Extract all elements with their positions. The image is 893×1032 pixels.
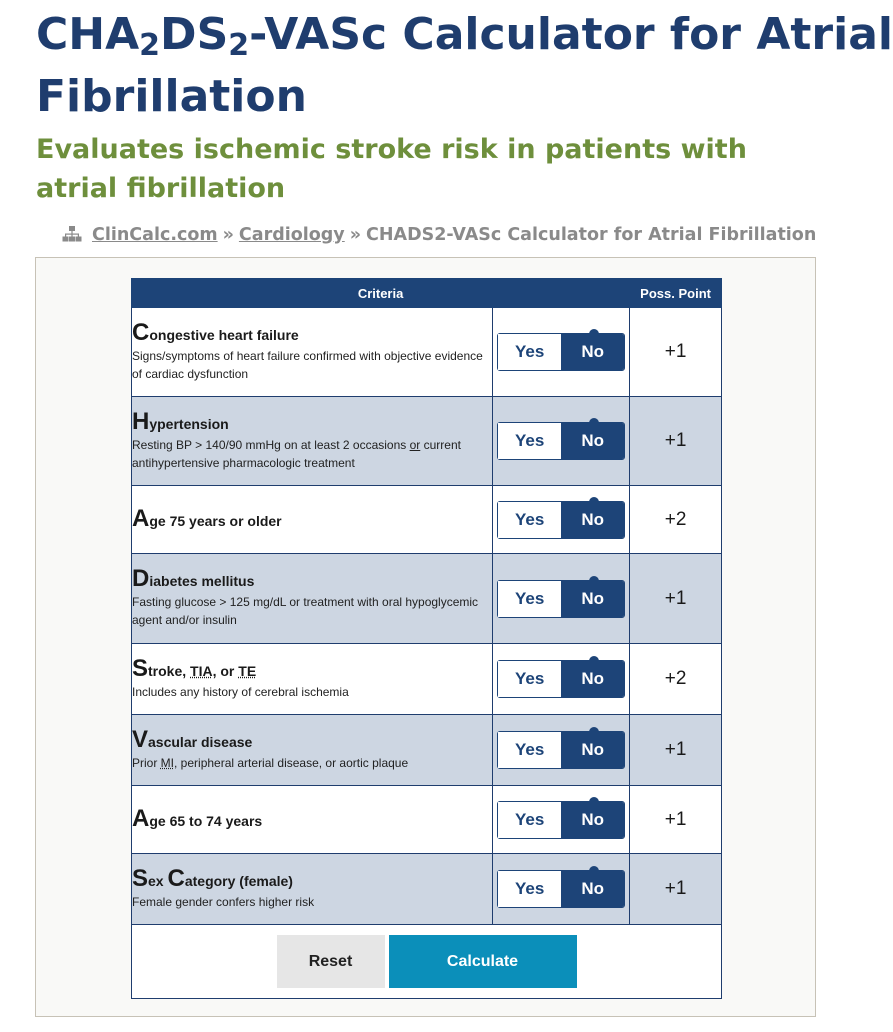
- toggle-notch: [589, 727, 599, 735]
- yes-no-toggle[interactable]: [497, 731, 625, 769]
- yes-no-toggle[interactable]: [497, 801, 625, 839]
- points-value: +1: [630, 715, 722, 786]
- criteria-title: Congestive heart failure: [132, 318, 299, 346]
- yes-option[interactable]: Yes: [498, 581, 561, 617]
- criteria-row-age-65: [132, 786, 722, 854]
- toggle-notch: [589, 497, 599, 505]
- te-abbreviation[interactable]: TE: [238, 662, 257, 679]
- criteria-description: Female gender confers higher risk: [132, 894, 315, 909]
- yes-option[interactable]: Yes: [498, 423, 561, 459]
- criteria-title: Diabetes mellitus: [132, 565, 255, 592]
- points-value: +1: [630, 854, 722, 925]
- no-option[interactable]: No: [561, 802, 624, 838]
- yes-no-toggle[interactable]: [497, 501, 625, 539]
- no-option[interactable]: No: [561, 732, 624, 768]
- criteria-row-sex: [132, 854, 722, 925]
- criteria-cell: [132, 554, 493, 644]
- calculate-button[interactable]: Calculate: [389, 935, 577, 988]
- no-option[interactable]: No: [561, 581, 624, 617]
- criteria-row-diabetes: [132, 554, 722, 644]
- criteria-title: Sex Category (female): [132, 864, 293, 892]
- points-value: +2: [630, 486, 722, 554]
- criteria-cell: [132, 715, 493, 786]
- criteria-title: Vascular disease: [132, 725, 253, 753]
- criteria-title: Age 65 to 74 years: [132, 804, 263, 832]
- breadcrumb-current: CHADS2-VASc Calculator for Atrial Fibrillation: [366, 225, 817, 245]
- yes-no-toggle[interactable]: [497, 333, 625, 371]
- yes-option[interactable]: Yes: [498, 732, 561, 768]
- sitemap-icon: [62, 226, 82, 242]
- yes-no-toggle[interactable]: [497, 422, 625, 460]
- criteria-cell: [132, 397, 493, 486]
- criteria-description: Resting BP > 140/90 mmHg on at least 2 occasions or current antihypertensive pharmacologic treatment: [132, 437, 461, 470]
- toggle-notch: [589, 797, 599, 805]
- breadcrumb-link-cardiology[interactable]: Cardiology: [238, 225, 345, 245]
- criteria-description: Fasting glucose > 125 mg/dL or treatment with oral hypoglycemic agent and/or insulin: [132, 595, 479, 627]
- points-value: +1: [630, 308, 722, 397]
- yes-option[interactable]: Yes: [498, 802, 561, 838]
- points-value: +1: [630, 786, 722, 854]
- yes-option[interactable]: Yes: [498, 502, 561, 538]
- mi-abbreviation[interactable]: MI: [160, 755, 175, 770]
- toggle-cell: [493, 786, 630, 854]
- yes-no-toggle[interactable]: [497, 870, 625, 908]
- no-option[interactable]: No: [561, 334, 624, 370]
- criteria-cell: [132, 486, 493, 554]
- toggle-notch: [589, 576, 599, 584]
- breadcrumb-separator: »: [222, 225, 234, 245]
- criteria-description: Signs/symptoms of heart failure confirmed with objective evidence of cardiac dysfunction: [132, 348, 483, 381]
- breadcrumb: [62, 222, 816, 248]
- toggle-cell: [493, 397, 630, 486]
- criteria-cell: [132, 308, 493, 397]
- toggle-notch: [589, 329, 599, 337]
- no-option[interactable]: No: [561, 661, 624, 697]
- criteria-description: Includes any history of cerebral ischemia: [132, 684, 349, 699]
- points-value: +2: [630, 644, 722, 715]
- reset-button[interactable]: Reset: [277, 935, 385, 988]
- toggle-notch: [589, 866, 599, 874]
- criteria-cell: [132, 644, 493, 715]
- criteria-title: Age 75 years or older: [132, 504, 282, 532]
- toggle-cell: [493, 644, 630, 715]
- breadcrumb-separator: »: [349, 225, 362, 245]
- criteria-row-stroke: [132, 644, 722, 715]
- toggle-cell: [493, 308, 630, 397]
- table-header-row: [132, 279, 722, 308]
- yes-option[interactable]: Yes: [498, 661, 561, 697]
- criteria-row-chf: [132, 308, 722, 397]
- yes-option[interactable]: Yes: [498, 334, 561, 370]
- criteria-header: Criteria: [132, 279, 630, 308]
- yes-option[interactable]: Yes: [498, 871, 561, 907]
- criteria-row-vascular: [132, 715, 722, 786]
- tia-abbreviation[interactable]: TIA: [190, 662, 213, 679]
- no-option[interactable]: No: [561, 871, 624, 907]
- points-value: +1: [630, 554, 722, 644]
- criteria-description: Prior MI, peripheral arterial disease, or aortic plaque: [132, 755, 409, 770]
- criteria-title: Stroke, TIA, or TE: [132, 654, 257, 682]
- button-row: [132, 925, 722, 999]
- yes-no-toggle[interactable]: [497, 660, 625, 698]
- toggle-cell: [493, 554, 630, 644]
- toggle-notch: [589, 656, 599, 664]
- toggle-cell: [493, 715, 630, 786]
- no-option[interactable]: No: [561, 502, 624, 538]
- button-cell: [132, 925, 722, 999]
- breadcrumb-link-clincalc[interactable]: ClinCalc.com: [92, 225, 218, 245]
- criteria-row-age-75: [132, 486, 722, 554]
- no-option[interactable]: No: [561, 423, 624, 459]
- criteria-cell: [132, 854, 493, 925]
- criteria-row-hypertension: [132, 397, 722, 486]
- criteria-cell: [132, 786, 493, 854]
- toggle-cell: [493, 854, 630, 925]
- points-value: +1: [630, 397, 722, 486]
- toggle-notch: [589, 418, 599, 426]
- criteria-table: [131, 278, 722, 999]
- page-title: $CHA_2DS_2$-VASc Calculator for Atrial Fibrillation: [36, 9, 893, 122]
- criteria-title: Hypertension: [132, 407, 229, 435]
- page-subtitle: Evaluates ischemic stroke risk in patients with atrial fibrillation: [36, 134, 747, 204]
- toggle-cell: [493, 486, 630, 554]
- points-header: Poss. Point: [630, 279, 722, 308]
- yes-no-toggle[interactable]: [497, 580, 625, 618]
